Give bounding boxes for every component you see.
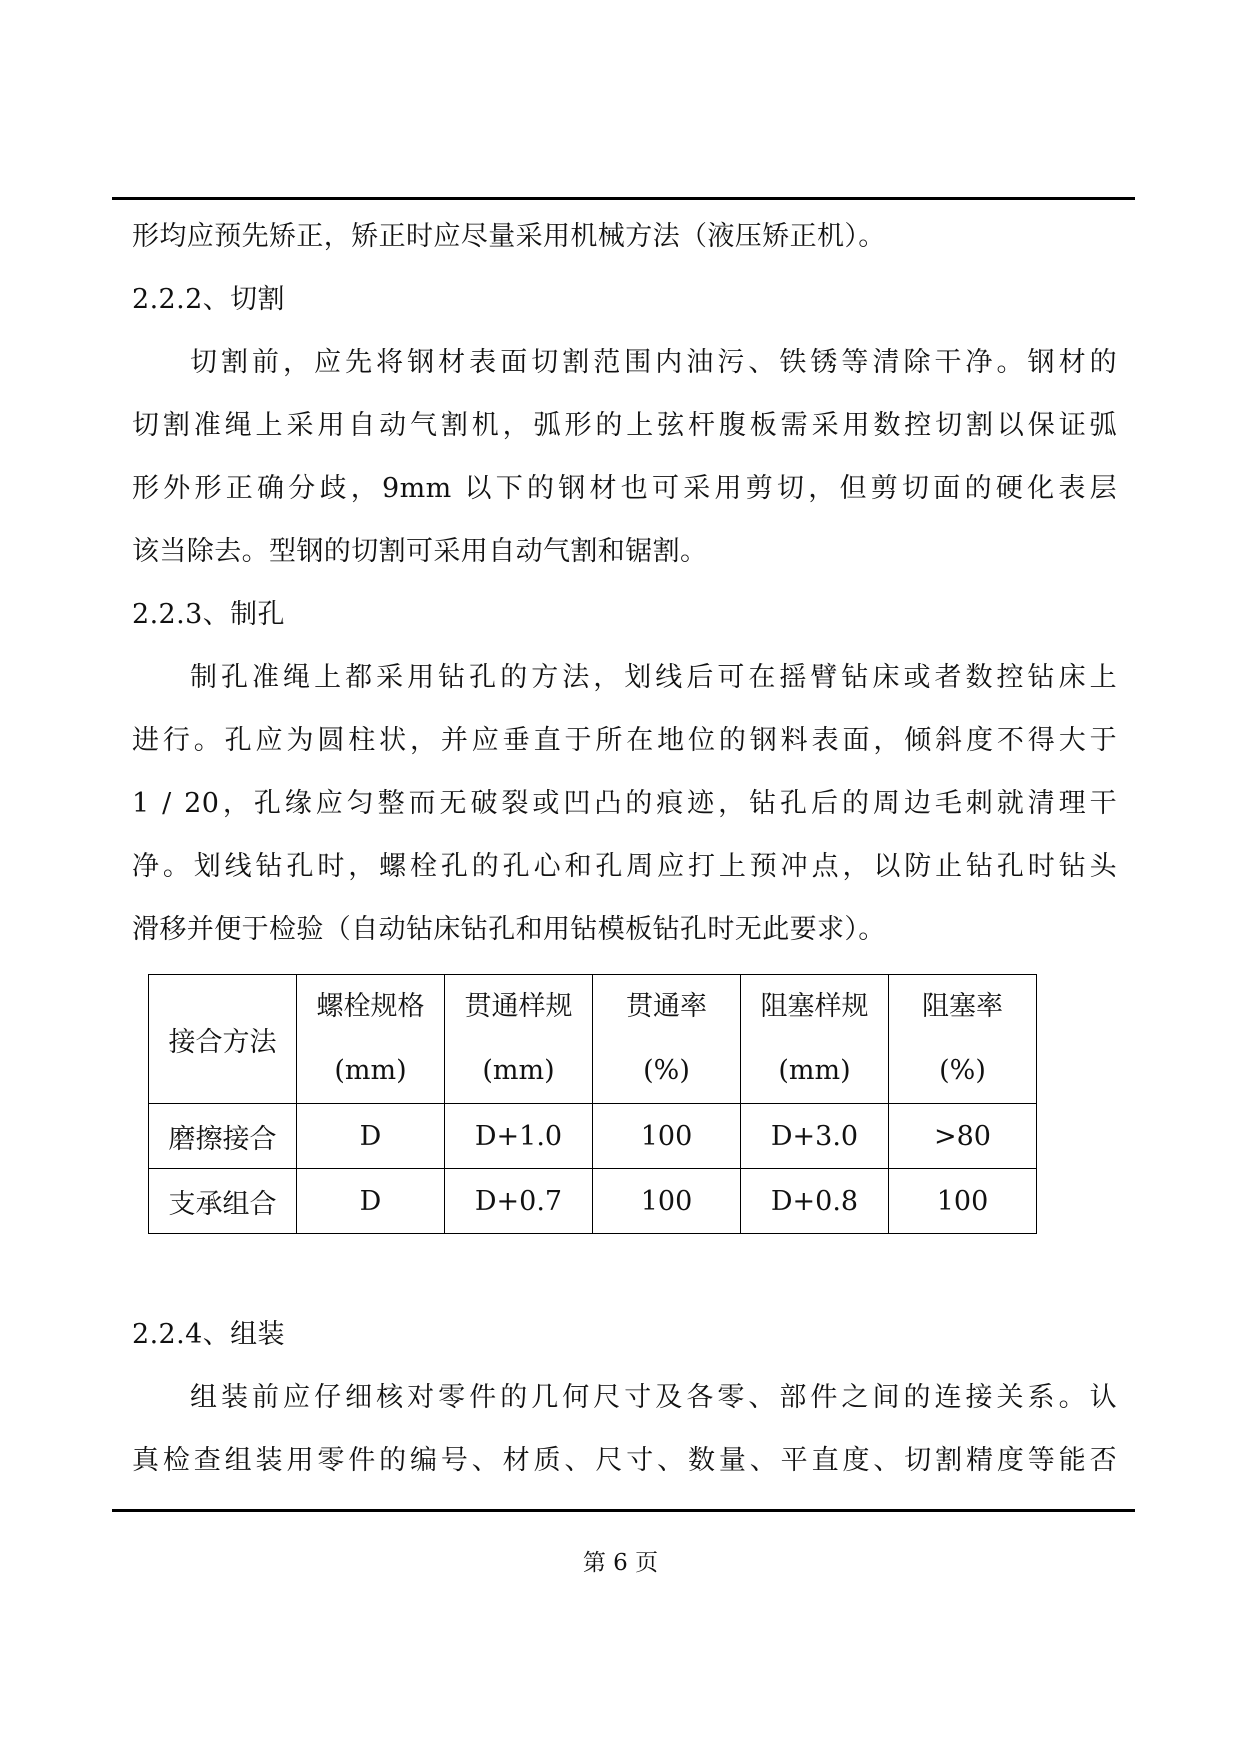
bolt-hole-table xyxy=(148,974,1037,1234)
table-cell: 100 xyxy=(889,1169,1037,1234)
table-row xyxy=(149,1104,1037,1169)
header-text: 螺栓规格 xyxy=(316,991,425,1022)
paragraph-line: 切割准绳上采用自动气割机，弧形的上弦杆腹板需采用数控切割以保证弧 xyxy=(132,410,1117,441)
table-cell: D+3.0 xyxy=(741,1104,889,1169)
paragraph-line: 组装前应仔细核对零件的几何尺寸及各零、部件之间的连接关系。认 xyxy=(190,1382,1117,1413)
header-text: 阻塞率 xyxy=(922,991,1003,1022)
paragraph-line: 形外形正确分歧，9mm 以下的钢材也可采用剪切，但剪切面的硬化表层 xyxy=(132,473,1117,504)
header-unit: (mm) xyxy=(482,1055,555,1086)
table-header-cell xyxy=(593,975,741,1104)
paragraph-line: 形均应预先矫正，矫正时应尽量采用机械方法（液压矫正机）。 xyxy=(132,221,886,252)
page-body xyxy=(132,205,1117,961)
table-cell: D+1.0 xyxy=(445,1104,593,1169)
header-text: 接合方法 xyxy=(168,1026,277,1058)
header-unit: (%) xyxy=(643,1055,690,1086)
section-heading-assembly: 2.2.4、组装 xyxy=(132,1319,285,1350)
table-header-cell xyxy=(445,975,593,1104)
table-cell: 支承组合 xyxy=(149,1169,297,1234)
table-cell: 100 xyxy=(593,1104,741,1169)
paragraph-line: 净。划线钻孔时，螺栓孔的孔心和孔周应打上预冲点，以防止钻孔时钻头 xyxy=(132,851,1117,882)
paragraph-line: 真检查组装用零件的编号、材质、尺寸、数量、平直度、切割精度等能否 xyxy=(132,1445,1117,1476)
table-cell: D+0.8 xyxy=(741,1169,889,1234)
table-header-cell xyxy=(741,975,889,1104)
table-cell: >80 xyxy=(889,1104,1037,1169)
section-heading-drilling: 2.2.3、制孔 xyxy=(132,599,285,630)
paragraph-line: 进行。孔应为圆柱状，并应垂直于所在地位的钢料表面，倾斜度不得大于 xyxy=(132,725,1117,756)
table-cell: 磨擦接合 xyxy=(149,1104,297,1169)
section-heading-cutting: 2.2.2、切割 xyxy=(132,284,285,315)
paragraph-line: 该当除去。型钢的切割可采用自动气割和锯割。 xyxy=(132,536,708,567)
table-cell: D xyxy=(297,1104,445,1169)
paragraph-line: 制孔准绳上都采用钻孔的方法，划线后可在摇臂钻床或者数控钻床上 xyxy=(190,662,1117,693)
paragraph-line: 滑移并便于检验（自动钻床钻孔和用钻模板钻孔时无此要求）。 xyxy=(132,914,886,945)
header-unit: (%) xyxy=(939,1055,986,1086)
table-cell: 100 xyxy=(593,1169,741,1234)
table-header-cell xyxy=(149,975,297,1104)
header-text: 贯通率 xyxy=(626,991,707,1022)
table-row xyxy=(149,1169,1037,1234)
footer-rule xyxy=(112,1509,1135,1512)
header-unit: (mm) xyxy=(334,1055,407,1086)
paragraph-line: 1 / 20，孔缘应匀整而无破裂或凹凸的痕迹，钻孔后的周边毛刺就清理干 xyxy=(132,788,1117,819)
header-text: 贯通样规 xyxy=(464,991,573,1022)
page-number: 第 6 页 xyxy=(582,1550,659,1576)
bolt-hole-table-wrapper xyxy=(148,974,1037,1234)
page-body-after-table xyxy=(132,1303,1117,1492)
paragraph-line: 切割前，应先将钢材表面切割范围内油污、铁锈等清除干净。钢材的 xyxy=(190,347,1117,378)
header-text: 阻塞样规 xyxy=(760,991,869,1022)
header-rule xyxy=(112,197,1135,200)
table-header-cell xyxy=(889,975,1037,1104)
table-cell: D+0.7 xyxy=(445,1169,593,1234)
header-unit: (mm) xyxy=(778,1055,851,1086)
table-cell: D xyxy=(297,1169,445,1234)
table-header-row xyxy=(149,975,1037,1104)
table-header-cell xyxy=(297,975,445,1104)
